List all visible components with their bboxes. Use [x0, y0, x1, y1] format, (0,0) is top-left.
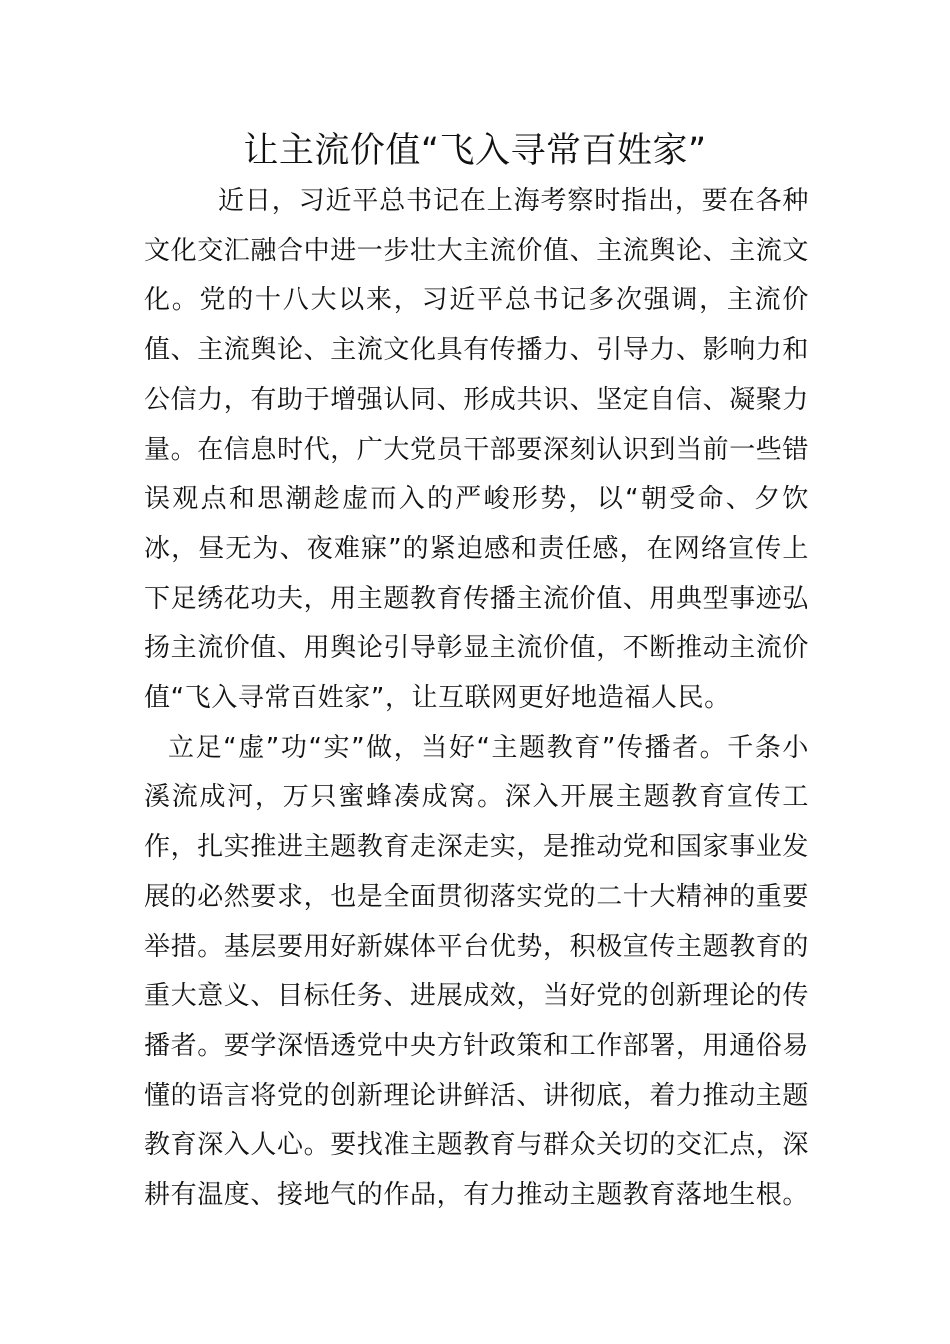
paragraph-2: 立足“虚”功“实”做，当好“主题教育”传播者。千条小溪流成河，万只蜜蜂凑成窝。深入开展主题教育宣传工作，扎实推进主题教育走深走实，是推动党和国家事业发展的必然要求，也是全面贯彻落实党的二十大精神的重要举措。基层要用好新媒体平台优势，积极宣传主题教育的重大意义、目标任务、进展成效，当好党的创新理论的传播者。要学深悟透党中央方针政策和工作部署，用通俗易懂的语言将党的创新理论讲鲜活、讲彻底，着力推动主题教育深入人心。要找准主题教育与群众关切的交汇点，深耕有温度、接地气的作品，有力推动主题教育落地生根。	[144, 732, 810, 1211]
paragraph-1: 近日，习近平总书记在上海考察时指出，要在各种文化交汇融合中进一步壮大主流价值、主流舆论、主流文化。党的十八大以来，习近平总书记多次强调，主流价值、主流舆论、主流文化具有传播力、引导力、影响力和公信力，有助于增强认同、形成共识、坚定自信、凝聚力量。在信息时代，广大党员干部要深刻认识到当前一些错误观点和思潮趁虚而入的严峻形势，以“朝受命、夕饮冰，昼无为、夜难寐”的紧迫感和责任感，在网络宣传上下足绣花功夫，用主题教育传播主流价值、用典型事迹弘扬主流价值、用舆论引导彰显主流价值，不断推动主流价值“飞入寻常百姓家”，让互联网更好地造福人民。	[144, 186, 810, 714]
document-title: 让主流价值“飞入寻常百姓家”	[243, 131, 707, 171]
document-body	[144, 177, 809, 1221]
